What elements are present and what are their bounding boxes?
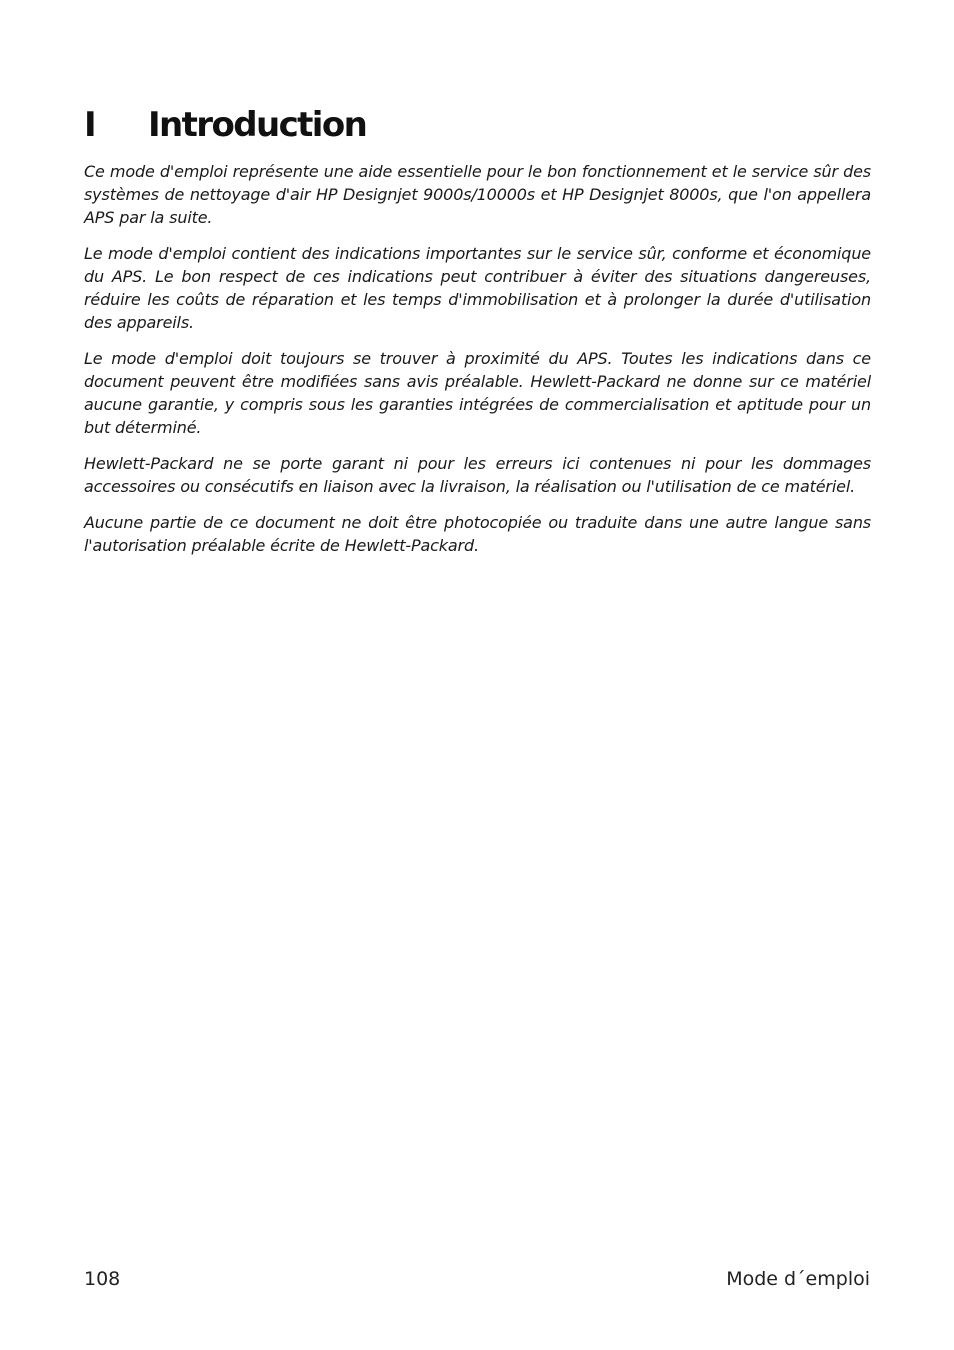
- paragraph-liability: Hewlett-Packard ne se porte garant ni pour les erreurs ici contenues ni pour les dommages accessoires ou consécutifs en liaison avec la livraison, la réalisation ou l'utilisation de ce matériel.: [84, 454, 871, 496]
- paragraph-purpose: Ce mode d'emploi représente une aide essentielle pour le bon fonctionnement et le service sûr des systèmes de nettoyage d'air HP Designjet 9000s/10000s et HP Designjet 8000s, que l'on appellera APS par la suite.: [84, 162, 871, 227]
- paragraph-availability: Le mode d'emploi doit toujours se trouver à proximité du APS. Toutes les indications dans ce document peuvent être modifiées sans avis préalable. Hewlett-Packard ne donne sur ce matériel aucune garantie, y compris sous les garanties intégrées de commercialisation et aptitude pour un but déterminé.: [84, 349, 871, 437]
- paragraph-copyright: Aucune partie de ce document ne doit être photocopiée ou traduite dans une autre langue sans l'autorisation préalable écrite de Hewlett-Packard.: [84, 513, 871, 555]
- body-text: [84, 160, 871, 570]
- chapter-number: I: [84, 105, 96, 145]
- page-title: [84, 102, 366, 148]
- paragraph-content: Le mode d'emploi contient des indications importantes sur le service sûr, conforme et économique du APS. Le bon respect de ces indications peut contribuer à éviter des situations dangereuses, réduire les coûts de réparation et les temps d'immobilisation et à prolonger la durée d'utilisation des appareils.: [84, 244, 871, 332]
- chapter-title: Introduction: [148, 105, 367, 145]
- footer-document-title: Mode d´emploi: [726, 1268, 870, 1290]
- page-number: 108: [84, 1268, 121, 1290]
